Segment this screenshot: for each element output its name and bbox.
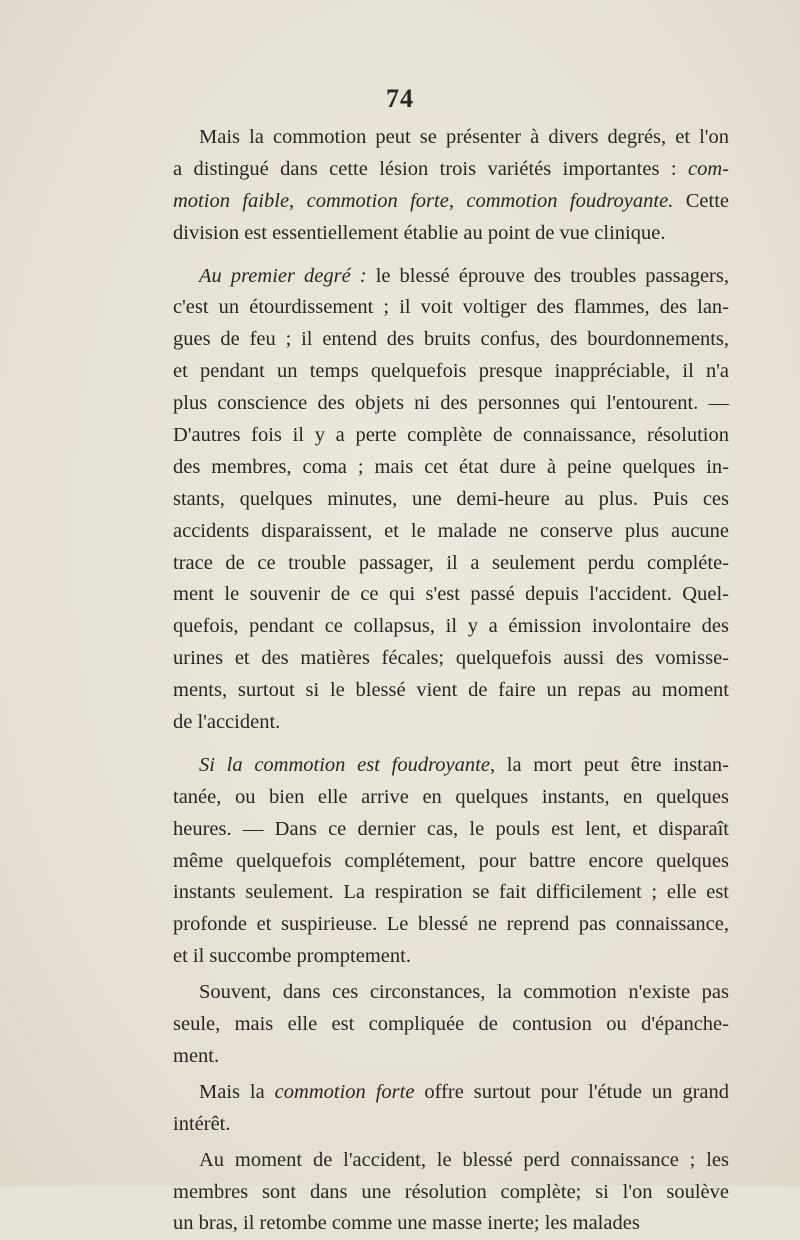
text-run: instants seulement. La respiration se fait difficilement ; elle est (173, 881, 729, 904)
text-run: de l'accident. (173, 711, 281, 734)
text-line (173, 877, 729, 909)
text-run: Souvent, dans ces circonstances, la commotion n'existe pas (199, 981, 729, 1004)
text-run: profonde et suspirieuse. Le blessé ne reprend pas connaissance, (173, 913, 729, 936)
text-line (173, 324, 729, 356)
text-run: , (289, 189, 307, 212)
text-run: et il succombe promptement. (173, 945, 411, 968)
text-run: D'autres fois il y a perte complète de connaissance, résolution (173, 424, 729, 447)
text-line (173, 122, 729, 154)
text-line (173, 154, 729, 186)
text-line (173, 516, 729, 548)
text-run: Au moment de l'accident, le blessé perd connaissance ; les (199, 1148, 729, 1171)
text-run: gues de feu ; il entend des bruits confus, des bourdonnements, (173, 328, 729, 351)
text-line (173, 643, 729, 675)
text-run: Mais la commotion peut se présenter à divers degrés, et l'on (199, 126, 729, 148)
text-run: ments, surtout si le blessé vient de faire un repas au moment (173, 679, 729, 702)
text-line (173, 388, 729, 420)
text-line (173, 218, 729, 250)
text-run: tanée, ou bien elle arrive en quelques instants, en quelques (173, 785, 729, 808)
text-line (173, 452, 729, 484)
text-line (173, 548, 729, 580)
text-line (173, 356, 729, 388)
text-line (173, 977, 729, 1009)
text-line (173, 1208, 729, 1240)
paragraph (173, 261, 729, 739)
page-number: 74 (386, 84, 414, 113)
text-run: Mais la (199, 1080, 275, 1103)
text-line (173, 814, 729, 846)
text-run: , (448, 189, 467, 212)
text-line (173, 292, 729, 324)
text-line (173, 941, 729, 973)
italic-run: Si la commotion est foudroyante (199, 753, 490, 776)
text-line (173, 1009, 729, 1041)
text-run: stants, quelques minutes, une demi-heure au plus. Puis ces (173, 487, 729, 510)
paragraph (173, 750, 729, 973)
text-line (173, 611, 729, 643)
text-line (173, 420, 729, 452)
text-run: , la mort peut être instan- (489, 753, 729, 776)
paragraph (173, 122, 729, 250)
paragraph-gap (173, 250, 729, 261)
text-line (173, 484, 729, 516)
text-line (173, 1145, 729, 1177)
text-run: trace de ce trouble passager, il a seulement perdu compléte- (173, 551, 729, 574)
text-run: le blessé éprouve des troubles passagers, (366, 264, 729, 287)
text-run: ment le souvenir de ce qui s'est passé depuis l'accident. Quel- (173, 583, 729, 606)
italic-run: motion faible (173, 189, 290, 212)
text-run: a distingué dans cette lésion trois variétés importantes : (173, 157, 689, 180)
text-run: Cette (673, 189, 730, 212)
text-run: quefois, pendant ce collapsus, il y a émission involontaire des (173, 615, 729, 638)
text-run: intérêt. (173, 1112, 231, 1135)
text-line (173, 909, 729, 941)
text-line (173, 782, 729, 814)
text-line (173, 675, 729, 707)
text-run: division est essentiellement établie au point de vue clinique. (173, 221, 666, 244)
italic-run: Au premier degré : (199, 264, 367, 287)
text-line (173, 261, 729, 293)
italic-run: commotion forte (306, 189, 449, 212)
text-run: même quelquefois complétement, pour battre encore quelques (173, 849, 729, 872)
italic-run: commotion forte (274, 1080, 415, 1103)
body-text (173, 122, 729, 1240)
text-run: ment. (173, 1044, 220, 1067)
text-run: c'est un étourdissement ; il voit voltiger des flammes, des lan- (173, 296, 729, 319)
italic-run: commotion foudroyante. (466, 189, 674, 212)
text-line (173, 1109, 729, 1141)
text-line (173, 846, 729, 878)
text-run: plus conscience des objets ni des personnes qui l'entourent. — (173, 392, 729, 415)
text-run: des membres, coma ; mais cet état dure à peine quelques in- (173, 455, 729, 478)
text-run: membres sont dans une résolution complète; si l'on soulève (173, 1180, 729, 1203)
paragraph (173, 1145, 729, 1240)
text-run: accidents disparaissent, et le malade ne conserve plus aucune (173, 519, 729, 542)
italic-run: com- (688, 157, 729, 180)
text-run: offre surtout pour l'étude un grand (414, 1080, 729, 1103)
text-run: un bras, il retombe comme une masse inerte; les malades (173, 1212, 640, 1235)
paragraph (173, 977, 729, 1073)
paragraph (173, 1077, 729, 1141)
paragraph-gap (173, 739, 729, 750)
text-run: et pendant un temps quelquefois presque inappréciable, il n'a (173, 360, 729, 383)
text-line (173, 1177, 729, 1209)
text-line (173, 1041, 729, 1073)
text-line (173, 1077, 729, 1109)
text-line (173, 750, 729, 782)
text-line (173, 707, 729, 739)
text-run: heures. — Dans ce dernier cas, le pouls est lent, et disparaît (173, 817, 729, 840)
text-line (173, 186, 729, 218)
text-run: seule, mais elle est compliquée de contusion ou d'épanche- (173, 1013, 729, 1036)
text-line (173, 579, 729, 611)
text-run: urines et des matières fécales; quelquefois aussi des vomisse- (173, 647, 729, 670)
